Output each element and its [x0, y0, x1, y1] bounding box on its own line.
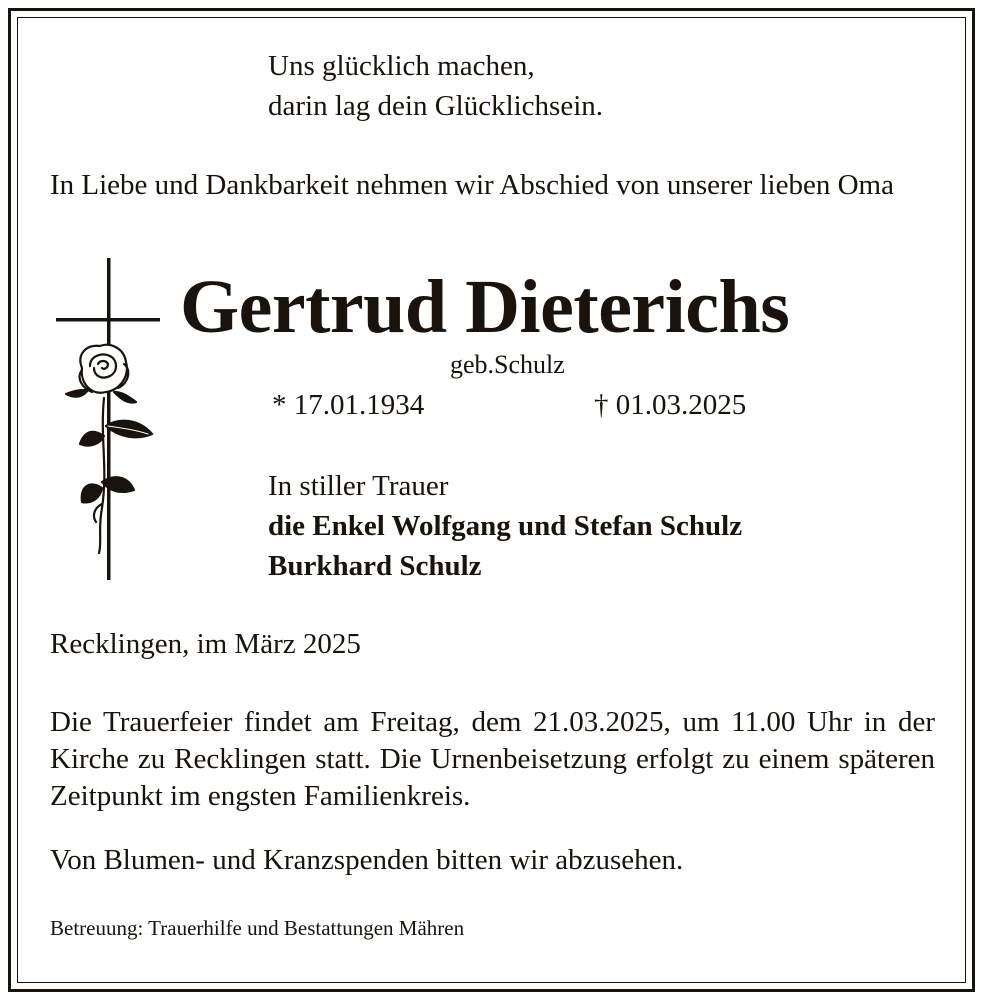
death-date: † 01.03.2025	[594, 389, 747, 421]
verse-line-1: Uns glücklich machen,	[268, 50, 535, 82]
service-info: Die Trauerfeier findet am Freitag, dem 21.03.2025, um 11.00 Uhr in der Kirche zu Recklingen statt. Die Urnenbeisetzung erfolgt zu einem späteren Zeitpunkt im engsten Familienkreis.	[50, 706, 935, 812]
cross-with-rose-icon	[52, 258, 164, 584]
birth-date: * 17.01.1934	[272, 389, 425, 421]
intro-text: In Liebe und Dankbarkeit nehmen wir Abschied von unserer lieben Oma	[50, 169, 894, 201]
flowers-note: Von Blumen- und Kranzspenden bitten wir abzusehen.	[50, 844, 684, 876]
verse-line-2: darin lag dein Glücklichsein.	[268, 90, 604, 122]
mourners-line-2: Burkhard Schulz	[268, 550, 482, 582]
place-date: Recklingen, im März 2025	[50, 628, 361, 660]
mourners-intro: In stiller Trauer	[268, 470, 449, 502]
maiden-name: geb.Schulz	[450, 350, 565, 379]
mourners-line-1: die Enkel Wolfgang und Stefan Schulz	[268, 510, 743, 542]
footer-credit: Betreuung: Trauerhilfe und Bestattungen Mähren	[50, 916, 465, 940]
verse	[268, 46, 603, 126]
deceased-name: Gertrud Dieterichs	[180, 265, 790, 349]
mourners	[268, 466, 742, 586]
